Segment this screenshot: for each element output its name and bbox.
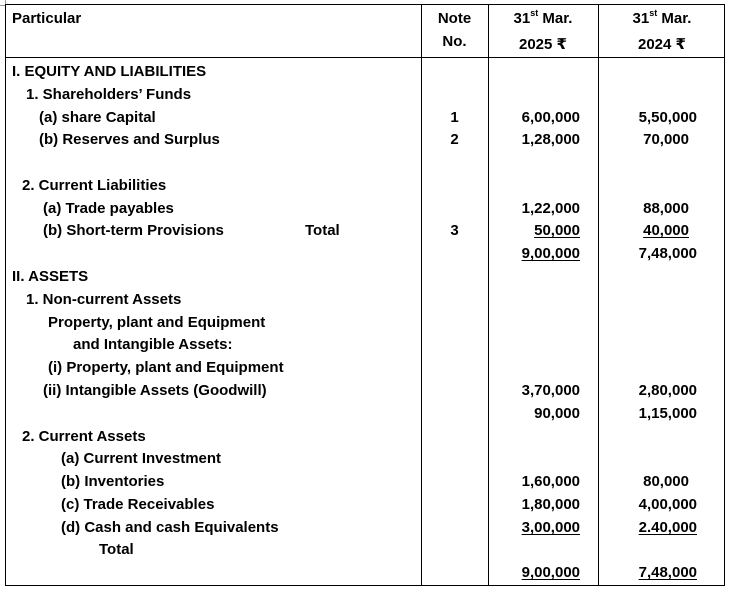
item-reserves-surplus: (b) Reserves and Surplus	[39, 131, 220, 148]
header-particular: Particular	[12, 10, 82, 27]
value-2024-trade-receivables: 2.40,000	[638, 519, 697, 536]
value-2024-total-assets: 7,48,000	[638, 564, 697, 581]
subgroup-ppe-intangible-line2: and Intangible Assets:	[73, 336, 233, 353]
value-2024-inventories: 4,00,000	[638, 496, 697, 513]
header-divider	[6, 57, 724, 58]
value-2024-ppe: 2,80,000	[638, 382, 697, 399]
group-non-current-assets: 1. Non-current Assets	[26, 291, 182, 308]
value-2025-total-assets: 9,00,000	[521, 564, 580, 581]
value-2024-share-capital: 5,50,000	[638, 109, 697, 126]
group-shareholders-funds: 1. Shareholders’ Funds	[26, 86, 192, 103]
label-total-liabilities: Total	[305, 222, 340, 239]
item-trade-payables: (a) Trade payables	[43, 200, 174, 217]
value-2024-trade-payables: 88,000	[643, 200, 689, 217]
note-provisions: 3	[450, 222, 459, 239]
item-intangible-goodwill: (ii) Intangible Assets (Goodwill)	[43, 382, 267, 399]
value-2025-reserves: 1,28,000	[521, 131, 580, 148]
value-2024-current-investment: 80,000	[643, 473, 689, 490]
value-2025-share-capital: 6,00,000	[521, 109, 580, 126]
column-divider	[421, 5, 422, 585]
item-share-capital: (a) share Capital	[39, 109, 156, 126]
value-2025-provisions: 50,000	[534, 222, 580, 239]
header-note-line1: Note	[437, 10, 472, 27]
value-2025-goodwill: 90,000	[534, 405, 580, 422]
value-2025-inventories: 1,80,000	[521, 496, 580, 513]
header-col2-date: 31st Mar.	[632, 8, 692, 27]
header-col1-year: 2025 ₹	[519, 36, 567, 53]
item-ppe: (i) Property, plant and Equipment	[48, 359, 284, 376]
section-equity-liabilities: I. EQUITY AND LIABILITIES	[12, 63, 207, 80]
note-reserves: 2	[450, 131, 459, 148]
note-share-capital: 1	[450, 109, 459, 126]
subgroup-ppe-intangible-line1: Property, plant and Equipment	[48, 314, 266, 331]
header-col1-date: 31st Mar.	[513, 8, 573, 27]
group-current-assets: 2. Current Assets	[22, 428, 146, 445]
value-2025-trade-payables: 1,22,000	[521, 200, 580, 217]
group-current-liabilities: 2. Current Liabilities	[22, 177, 167, 194]
value-2024-goodwill: 1,15,000	[638, 405, 697, 422]
label-total-assets: Total	[99, 541, 134, 558]
balance-sheet-table	[5, 4, 725, 586]
value-2024-reserves: 70,000	[643, 131, 689, 148]
item-current-investment: (a) Current Investment	[61, 450, 222, 467]
item-cash-equivalents: (d) Cash and cash Equivalents	[61, 519, 279, 536]
value-2024-total-liabilities: 7,48,000	[638, 245, 697, 262]
value-2024-provisions: 40,000	[643, 222, 689, 239]
item-trade-receivables: (c) Trade Receivables	[61, 496, 215, 513]
value-2025-total-liabilities: 9,00,000	[521, 245, 580, 262]
value-2025-current-investment: 1,60,000	[521, 473, 580, 490]
item-short-term-provisions: (b) Short-term Provisions	[43, 222, 224, 239]
header-note-line2: No.	[442, 33, 467, 50]
header-col2-year: 2024 ₹	[638, 36, 686, 53]
item-inventories: (b) Inventories	[61, 473, 165, 490]
section-assets: II. ASSETS	[12, 268, 89, 285]
value-2025-trade-receivables: 3,00,000	[521, 519, 580, 536]
value-2025-ppe: 3,70,000	[521, 382, 580, 399]
